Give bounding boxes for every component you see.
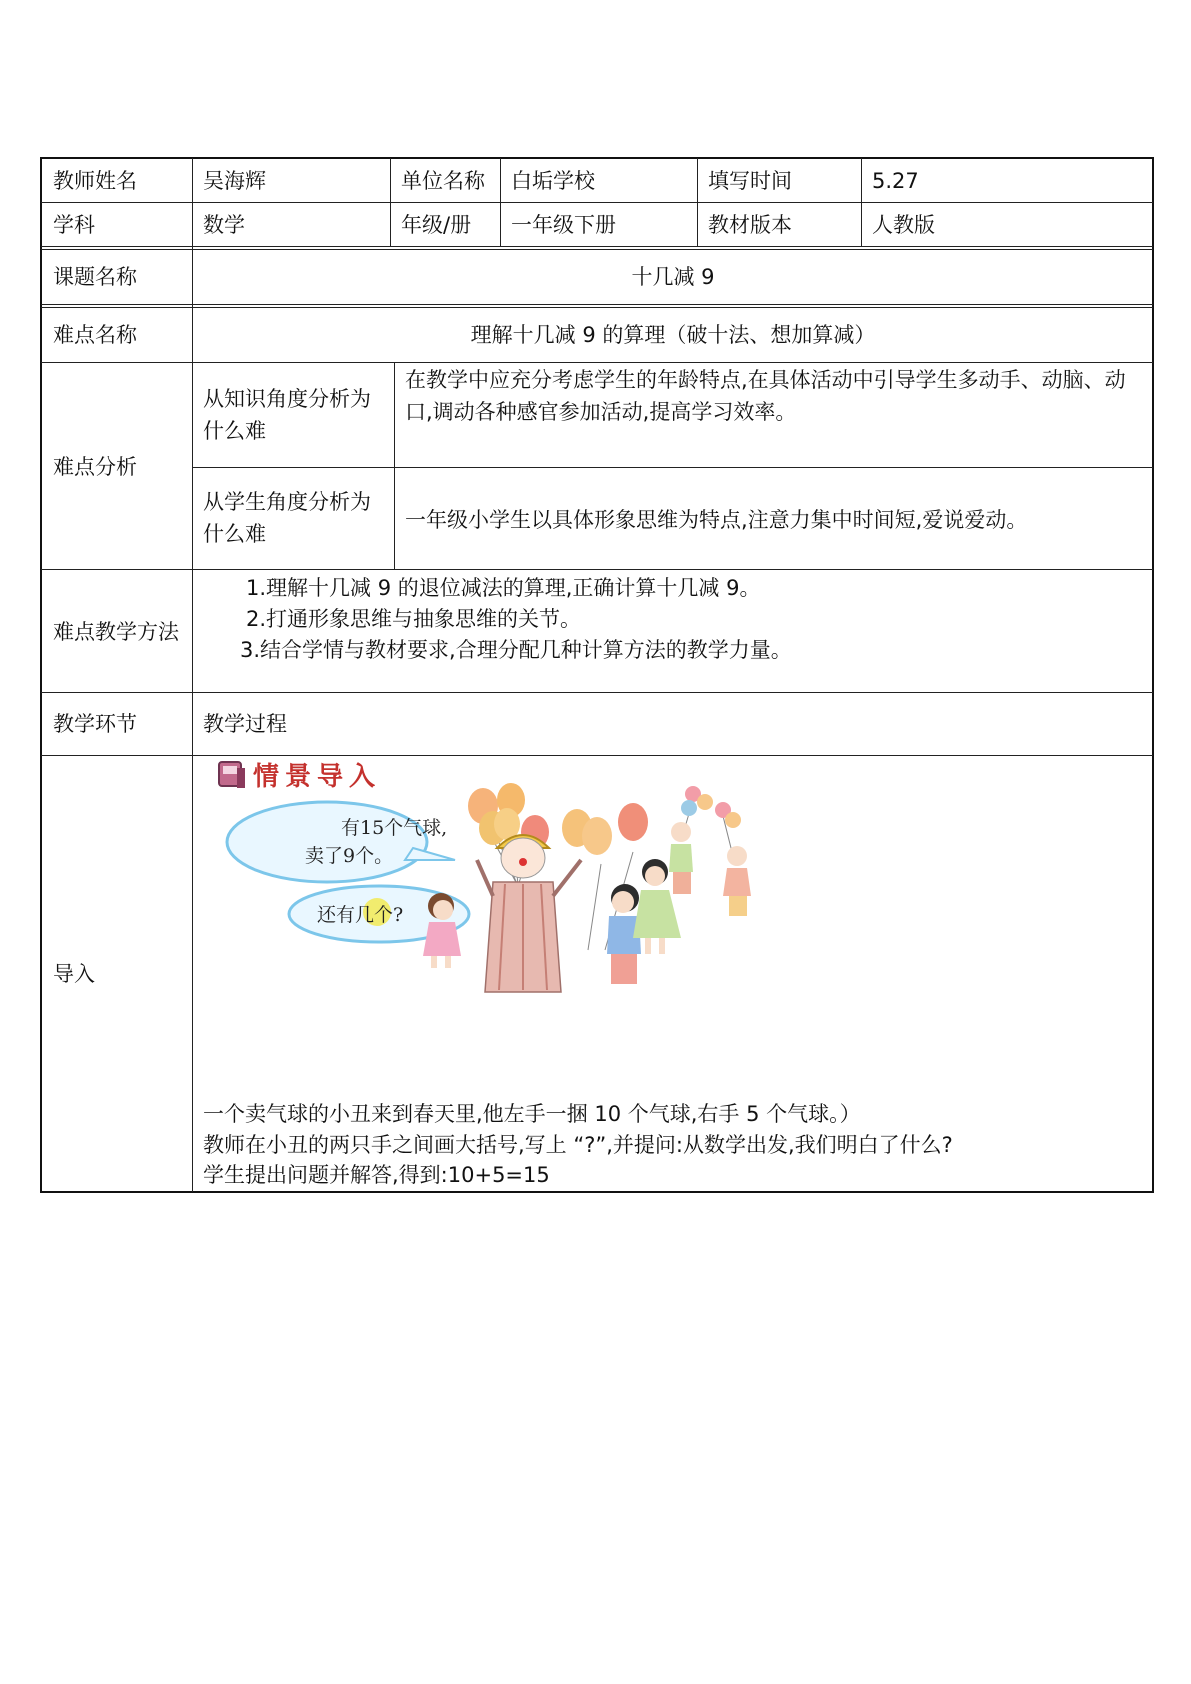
method-item-1: 1.理解十几减 9 的退位减法的算理,正确计算十几减 9。 [246,576,761,600]
banner-book-icon [219,762,245,788]
grade-label: 年级/册 [401,213,472,237]
clown-figure [477,835,581,992]
intro-line-1: 一个卖气球的小丑来到春天里,他左手一捆 10 个气球,右手 5 个气球。） [203,1102,861,1126]
difficulty-value: 理解十几减 9 的算理（破十法、想加算减） [470,323,876,347]
knowledge-angle-label: 从知识角度分析为什么难 [203,387,371,443]
subject-value: 数学 [203,213,245,237]
subject-label: 学科 [53,213,95,237]
method-item-2: 2.打通形象思维与抽象思维的关节。 [246,607,582,631]
topic-label: 课题名称 [53,265,137,289]
intro-line-2: 教师在小丑的两只手之间画大括号,写上 “?”,并提问:从数学出发,我们明白了什么? [203,1133,953,1157]
difficulty-label: 难点名称 [53,323,137,347]
far-children [669,786,751,916]
topic-value: 十几减 9 [631,265,715,289]
bubble-1-line-1: 有15个气球, [341,817,448,839]
student-angle-label: 从学生角度分析为什么难 [203,490,371,546]
process-header: 教学过程 [203,712,287,736]
method-item-3: 3.结合学情与教材要求,合理分配几种计算方法的教学力量。 [240,638,792,662]
intro-illustration [193,756,1153,1076]
speech-bubble-1 [227,802,455,882]
grade-value: 一年级下册 [511,213,616,237]
knowledge-angle-text: 在教学中应充分考虑学生的年龄特点,在具体活动中引导学生多动手、动脑、动口,调动各种感官参加活动,提高学习效率。 [405,368,1126,424]
bubble-2-text: 还有几个? [317,904,404,926]
banner-title: 情景导入 [253,762,382,792]
bubble-1-line-2: 卖了9个。 [305,845,394,867]
intro-line-3: 学生提出问题并解答,得到:10+5=15 [203,1163,550,1187]
stage-header: 教学环节 [53,712,137,736]
unit-name-label: 单位名称 [401,169,485,193]
stage-intro: 导入 [53,962,95,986]
teacher-name-value: 吴海辉 [203,169,266,193]
student-angle-text: 一年级小学生以具体形象思维为特点,注意力集中时间短,爱说爱动。 [405,508,1028,532]
fill-date-label: 填写时间 [708,169,792,193]
teacher-name-label: 教师姓名 [53,169,137,193]
methods-label: 难点教学方法 [53,620,179,644]
edition-value: 人教版 [872,213,935,237]
analysis-label: 难点分析 [53,455,137,479]
edition-label: 教材版本 [708,213,792,237]
fill-date-value: 5.27 [872,169,919,193]
unit-name-value: 白垢学校 [511,169,595,193]
